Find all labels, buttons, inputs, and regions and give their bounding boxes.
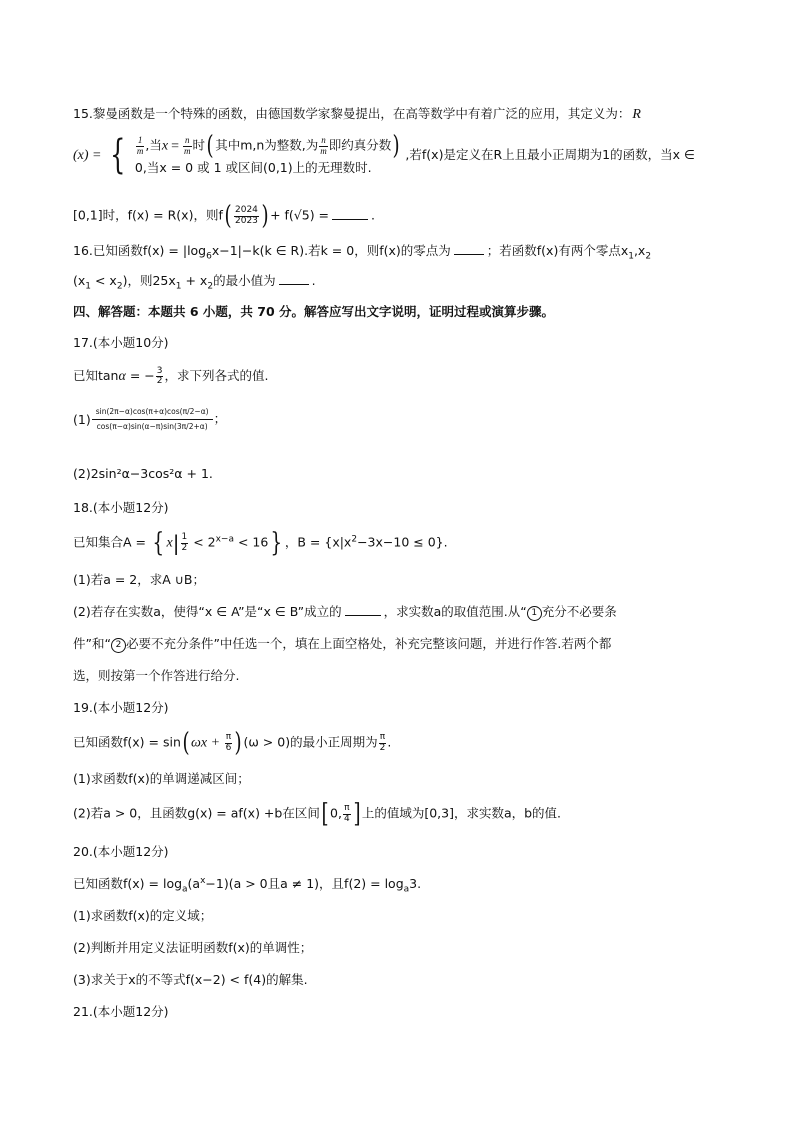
q16-line1-b: x−1|−k(k ∈ R).若k = 0，则f(x)的零点为 (211, 243, 451, 258)
q17-eq: = − (125, 368, 155, 383)
q17-p1-end: ； (213, 410, 227, 426)
q19-heading: 19.(本小题12分) (73, 700, 169, 715)
q15-after: ,若f(x)是定义在R上且最小正周期为1的函数，当x ∈ (405, 146, 695, 162)
q18-part2-line1 (73, 602, 617, 621)
q15-paren-close: ) (392, 131, 400, 161)
q15-left-brace: { (110, 132, 126, 179)
q16-sub1: 1 (628, 251, 634, 262)
q20-ga: 已知函数f(x) = log (73, 876, 183, 891)
q19-given (73, 730, 391, 756)
q15-line3 (73, 203, 375, 229)
q17-gb: ，求下列各式的值. (164, 368, 269, 383)
q15-definition-line (73, 133, 695, 178)
q17-part1 (73, 408, 226, 431)
q19-int-zero: 0, (330, 805, 342, 821)
q15-case1-tail: 即约真分数 (328, 137, 392, 153)
q20-given (73, 874, 421, 895)
q15-R: R (632, 107, 641, 122)
q17-part2: (2)2sin²α−3cos²α + 1. (73, 466, 213, 481)
q18-p2c: 充分不必要条 (541, 604, 617, 619)
q20-sub-a: a (182, 884, 188, 895)
q15-case1-for: 为 (305, 137, 319, 153)
q20-part2: (2)判断并用定义法证明函数f(x)的单调性； (73, 940, 313, 955)
q20-heading: 20.(本小题12分) (73, 844, 169, 859)
q16-line1-c: ；若函数f(x)有两个零点x (486, 243, 629, 258)
q19-p2a: (2)若a > 0，且函数g(x) = af(x) +b在区间 (73, 805, 320, 821)
q19-paren-close: ) (234, 728, 242, 758)
q15-frac-paren-open: ( (224, 201, 232, 231)
q18-ga: 已知集合A = (73, 534, 150, 550)
q17-heading: 17.(本小题10分) (73, 335, 169, 350)
q16-line2 (73, 271, 316, 292)
q18-brace-close: } (270, 528, 283, 558)
q19-bracket-close: ] (353, 799, 361, 829)
q19-gb: (ω > 0)的最小正周期为 (243, 734, 378, 750)
q18-lt: < 2 (189, 534, 216, 550)
q19-p2b: 上的值域为[0,3]，求实数a，b的值. (361, 805, 562, 821)
q17-given (73, 366, 268, 386)
q18-p2b: ，求实数a的取值范围.从“ (383, 604, 527, 619)
q19-part2 (73, 801, 561, 827)
q18-given (73, 530, 448, 556)
q18-part1: (1)若a = 2，求A ∪B； (73, 572, 205, 587)
section-4-heading: 四、解答题：本题共 6 小题，共 70 分。解答应写出文字说明，证明过程或演算步骤。 (73, 304, 555, 319)
q16-log-base: 6 (206, 251, 212, 262)
q16-l2b: < x (91, 273, 117, 288)
q20-part3: (3)求关于x的不等式f(x−2) < f(4)的解集. (73, 972, 308, 987)
q19-ga: 已知函数f(x) = sin (73, 734, 181, 750)
q18-option-2-circle: 2 (111, 638, 126, 653)
q19-pi6: $\frac{\pi}{6}$ (225, 732, 232, 753)
q19-gend: . (387, 734, 392, 750)
q15-line3-b: + f(√5) = (270, 207, 330, 223)
q17-p1-label: (1) (73, 411, 91, 427)
q15-case1-nm: $\frac{n}{m}$ (184, 135, 191, 156)
q19-part1: (1)求函数f(x)的单调递减区间； (73, 771, 250, 786)
q15-case1-frac: $\frac{1}{m}$ (136, 135, 144, 156)
q15-case1-x: x (161, 138, 169, 154)
q16-l2s2: 2 (116, 281, 123, 292)
q16-line1-a: 16.已知函数f(x) = |log (73, 243, 207, 258)
q16-answer-blank-1[interactable] (454, 242, 484, 255)
q17-p1-frac: $\frac{\sin(2\pi-\alpha)\cos(\pi+\alpha)\cos(\pi/2-\alpha)}{\cos(\pi-\alpha)\sin(\alpha-\pi)\sin(3\pi/2+\alpha)}$ (92, 408, 213, 431)
q15-frac: $\frac{2024}{2023}$ (235, 205, 258, 226)
q19-pi4: $\frac{\pi}{4}$ (343, 803, 350, 824)
q16-comma: ,x (633, 243, 646, 258)
q15-line3-end: . (371, 207, 376, 223)
q20-gd: 3. (409, 876, 422, 891)
q16-l2e: 的最小值为 (213, 273, 276, 288)
q20-sup-x: x (200, 875, 206, 886)
q18-gc: −3x−10 ≤ 0}. (357, 534, 448, 550)
q18-p2a: (2)若存在实数a，使得“x ∈ A”是“x ∈ B”成立的 (73, 604, 342, 619)
q18-set-x: x (166, 535, 173, 551)
q15-frac-paren-close: ) (261, 201, 269, 231)
q15-case2: 0,当x = 0 或 1 或区间(0,1)上的无理数时. (134, 160, 372, 175)
q15-case1-paren: 其中m,n为整数, (215, 137, 306, 153)
q17-frac: $\frac{3}{2}$ (156, 365, 163, 386)
q17-alpha: α (118, 369, 126, 384)
q18-option-1-circle: 1 (527, 606, 542, 621)
q20-gc: −1)(a > 0且a ≠ 1)，且f(2) = log (205, 876, 404, 891)
q15-case1-eq: = (171, 138, 180, 154)
q16-l2s4: 2 (207, 281, 214, 292)
q19-inner: ωx + (191, 735, 224, 751)
q16-l2d: + x (181, 273, 208, 288)
q15-intro-line (73, 104, 641, 123)
q18-bar: | (172, 531, 180, 555)
q16-l2a: (x (73, 273, 86, 288)
q20-sub-a2: a (403, 884, 410, 895)
q16-line1 (73, 241, 651, 262)
q18-p2l2b: 必要不充分条件”中任选一个，填在上面空格处，补充完整该问题，并进行作答.若两个都 (125, 636, 612, 651)
q18-gb: ，B = {x|x (284, 534, 352, 550)
q18-part2-line3: 选，则按第一个作答进行给分. (73, 668, 240, 683)
q17-ga: 已知tan (73, 368, 119, 383)
q16-l2s1: 1 (85, 281, 92, 292)
q15-intro: 15.黎曼函数是一个特殊的函数，由德国数学家黎曼提出，在高等数学中有着广泛的应用，其定义为： (73, 106, 631, 121)
q21-heading: 21.(本小题12分) (73, 1004, 169, 1019)
q16-sub2: 2 (645, 251, 652, 262)
q18-answer-blank[interactable] (345, 603, 381, 616)
q15-paren-open: ( (206, 131, 214, 161)
q16-l2c: )，则25x (122, 273, 176, 288)
q19-bracket-open: [ (321, 799, 329, 829)
q18-p2l2a: 件”和“ (73, 636, 111, 651)
q15-case1-time: 时 (192, 137, 206, 153)
q15-x-open: (x) = (73, 147, 102, 163)
q18-heading: 18.(本小题12分) (73, 500, 169, 515)
q19-pi2: $\frac{\pi}{2}$ (379, 732, 386, 753)
q16-answer-blank-2[interactable] (279, 272, 309, 285)
q15-case1-nm2: $\frac{n}{m}$ (320, 135, 327, 156)
q20-part1: (1)求函数f(x)的定义域； (73, 908, 213, 923)
q16-l2end: . (311, 273, 316, 288)
q18-exp: x−a (215, 534, 234, 545)
q19-paren-open: ( (182, 728, 190, 758)
q20-gb: (a (187, 876, 201, 891)
q18-part2-line2 (73, 634, 611, 653)
q15-line3-a: [0,1]时，f(x) = R(x)，则f (73, 207, 223, 223)
q18-sq: 2 (351, 534, 358, 545)
q18-tail: < 16 (234, 534, 269, 550)
q18-brace-open: { (152, 528, 165, 558)
q15-case1 (135, 133, 402, 159)
q16-l2s3: 1 (175, 281, 182, 292)
q15-cases (135, 133, 402, 178)
q15-case1-when: ,当 (145, 137, 162, 153)
q15-answer-blank[interactable] (332, 207, 368, 220)
q18-setA-frac: $\frac{1}{2}$ (181, 532, 188, 553)
